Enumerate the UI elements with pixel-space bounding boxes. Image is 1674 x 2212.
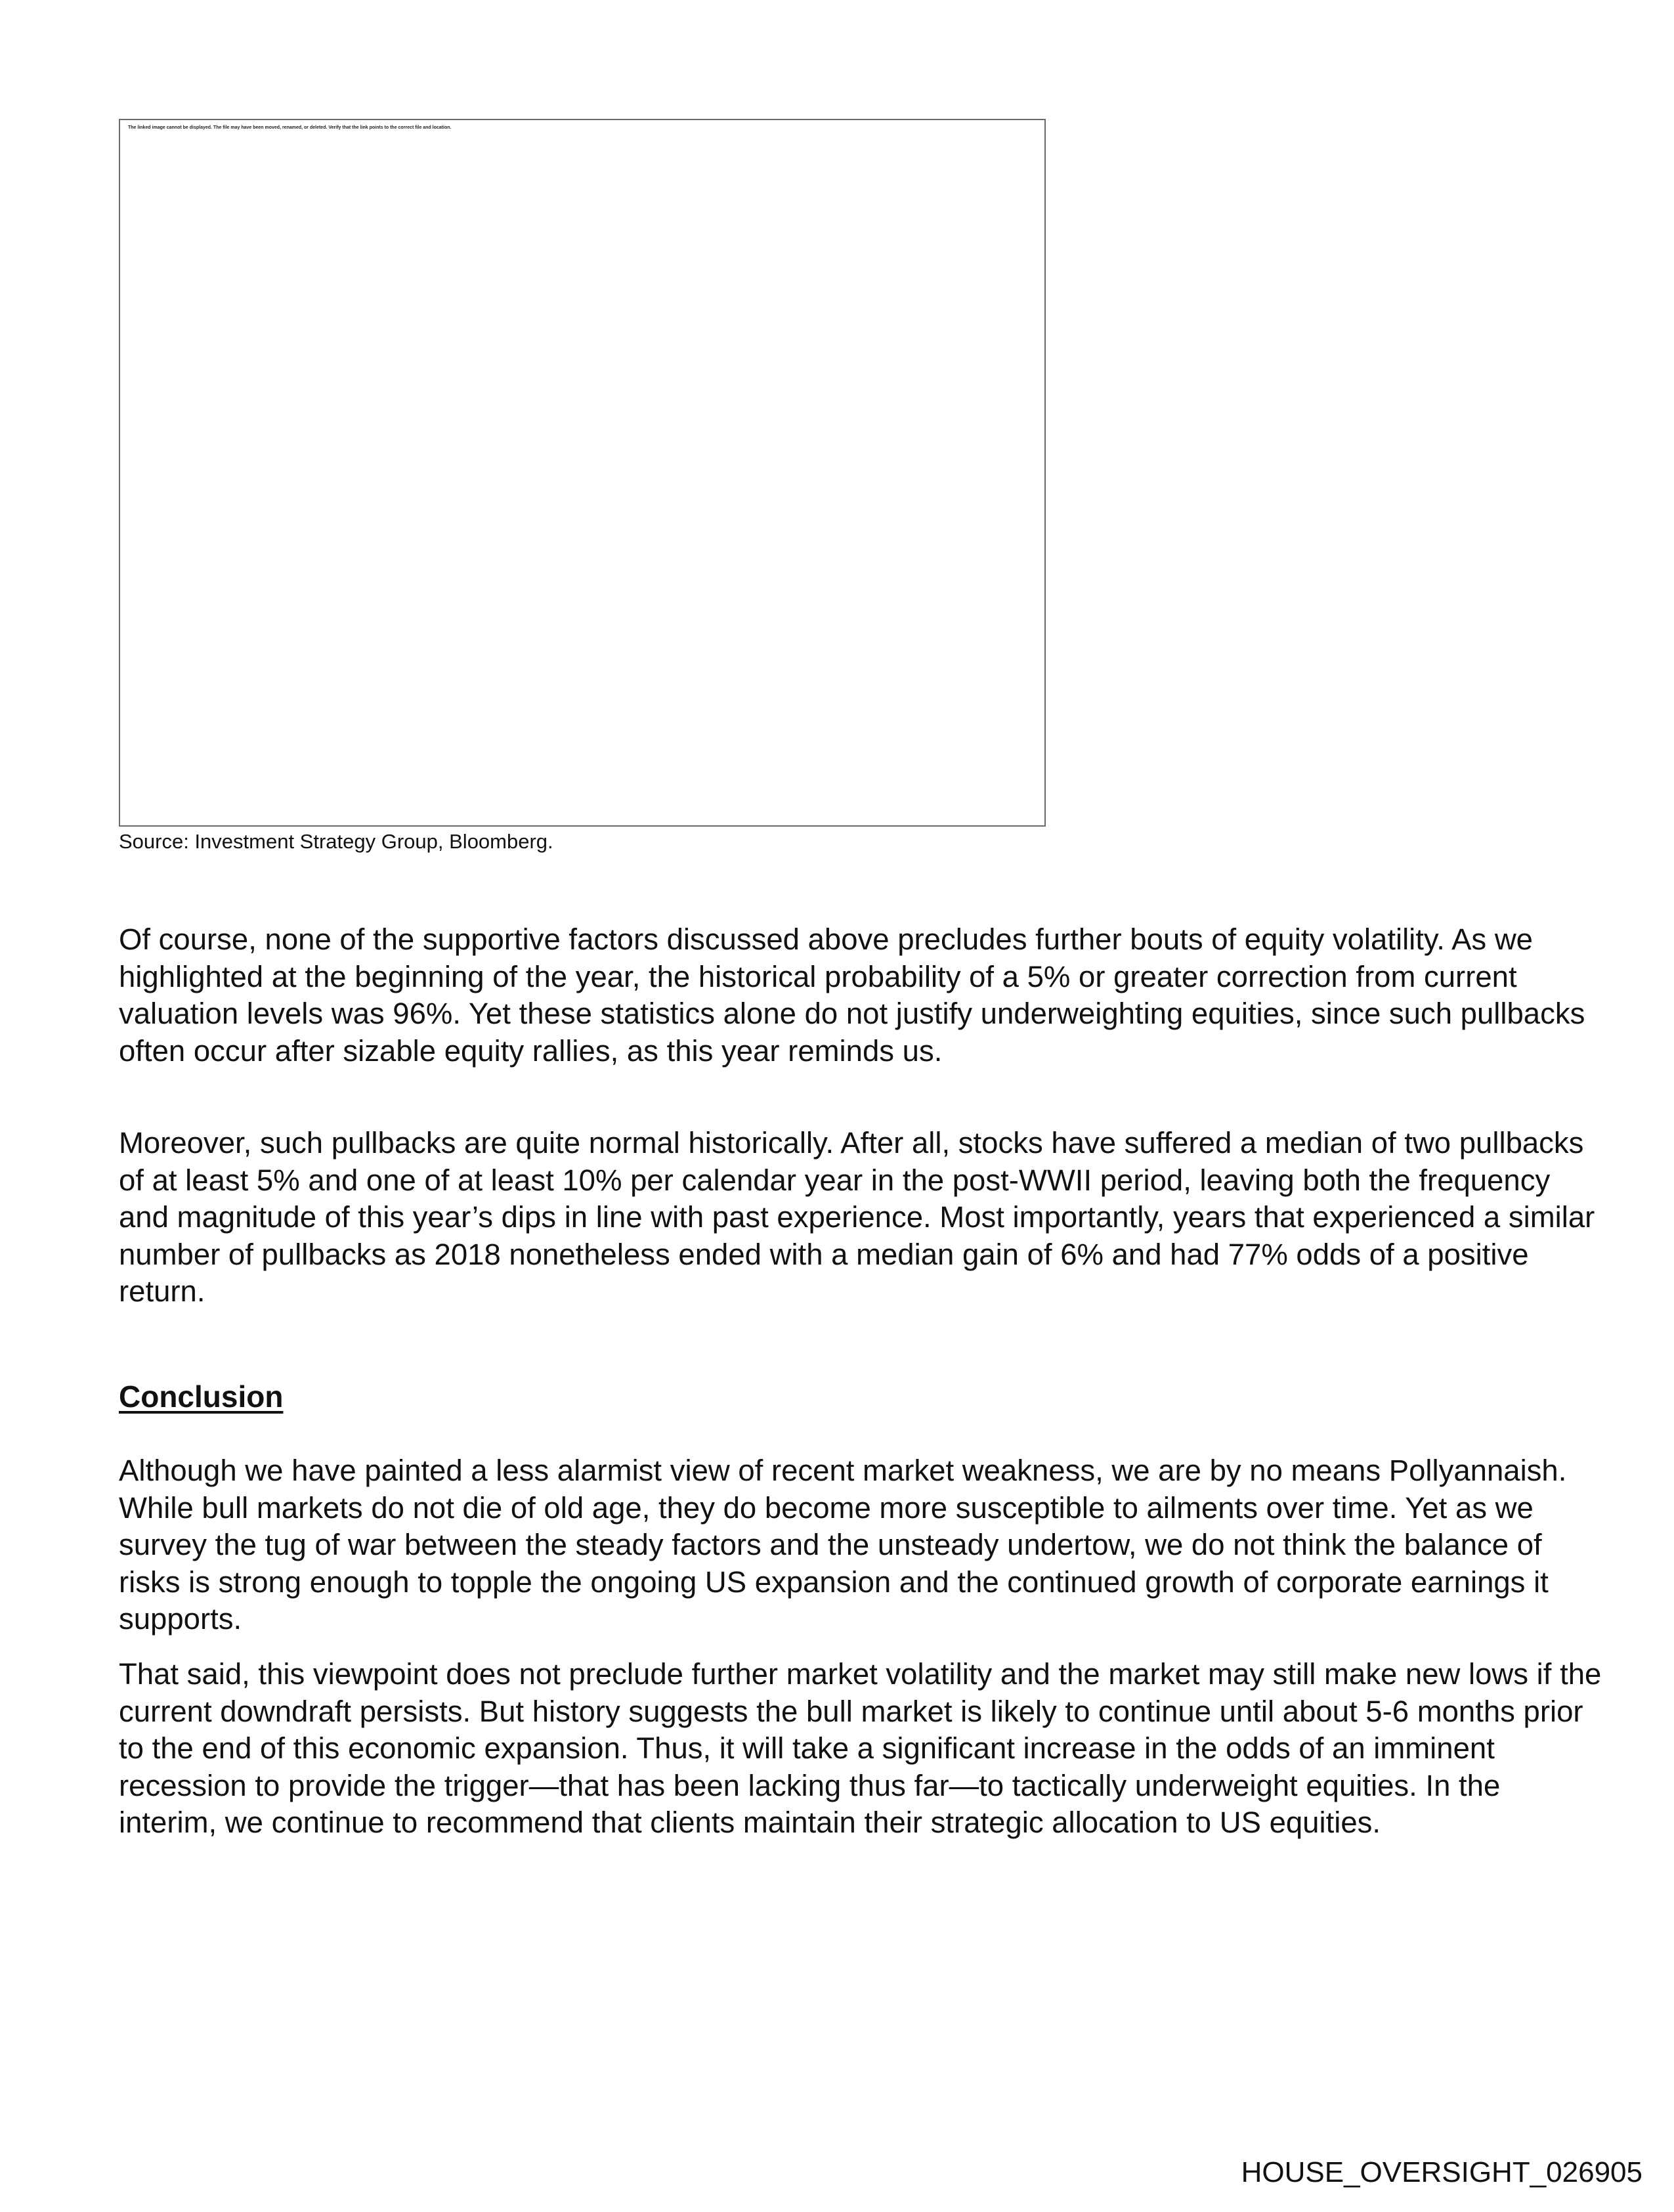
figure-source-caption: Source: Investment Strategy Group, Bloomberg.: [119, 830, 553, 853]
body-paragraph-volatility: Of course, none of the supportive factors discussed above precludes further bouts of equity volatility. As we highlighted at the beginning of the year, the historical probability of a 5% or greater correction from current valuation levels was 96%. Yet these statistics alone do not justify underweighting equities, since such pullbacks often occur after sizable equity rallies, as this year reminds us.: [119, 922, 1585, 1068]
missing-image-frame: [119, 119, 1046, 827]
body-paragraph-conclusion-recommendation: That said, this viewpoint does not preclude further market volatility and the market may still make new lows if the current downdraft persists. But history suggests the bull market is likely to continue until about 5-6 months prior to the end of this economic expansion. Thus, it will take a significant increase in the odds of an imminent recession to provide the trigger—that has been lacking thus far—to tactically underweight equities. In the interim, we continue to recommend that clients maintain their strategic allocation to US equities.: [119, 1657, 1602, 1839]
body-paragraph-pullbacks: Moreover, such pullbacks are quite normal historically. After all, stocks have suffered a median of two pullbacks of at least 5% and one of at least 10% per calendar year in the post-WWII period, leaving both the frequency and magnitude of this year’s dips in line with past experience. Most importantly, years that experienced a similar number of pullbacks as 2018 nonetheless ended with a median gain of 6% and had 77% odds of a positive return.: [119, 1126, 1595, 1308]
conclusion-heading: Conclusion: [119, 1379, 284, 1414]
body-paragraph-conclusion-view: Although we have painted a less alarmist view of recent market weakness, we are by no means Pollyannaish. While bull markets do not die of old age, they do become more susceptible to ailments over time. Yet as we survey the tug of war between the steady factors and the unsteady undertow, we do not think the balance of risks is strong enough to topple the ongoing US expansion and the continued growth of corporate earnings it supports.: [119, 1454, 1567, 1636]
missing-image-notice: The linked image cannot be displayed. The file may have been moved, renamed, or deleted. Verify that the link points to the correct file and location.: [128, 125, 452, 130]
document-bates-id: HOUSE_OVERSIGHT_026905: [1241, 2156, 1642, 2188]
